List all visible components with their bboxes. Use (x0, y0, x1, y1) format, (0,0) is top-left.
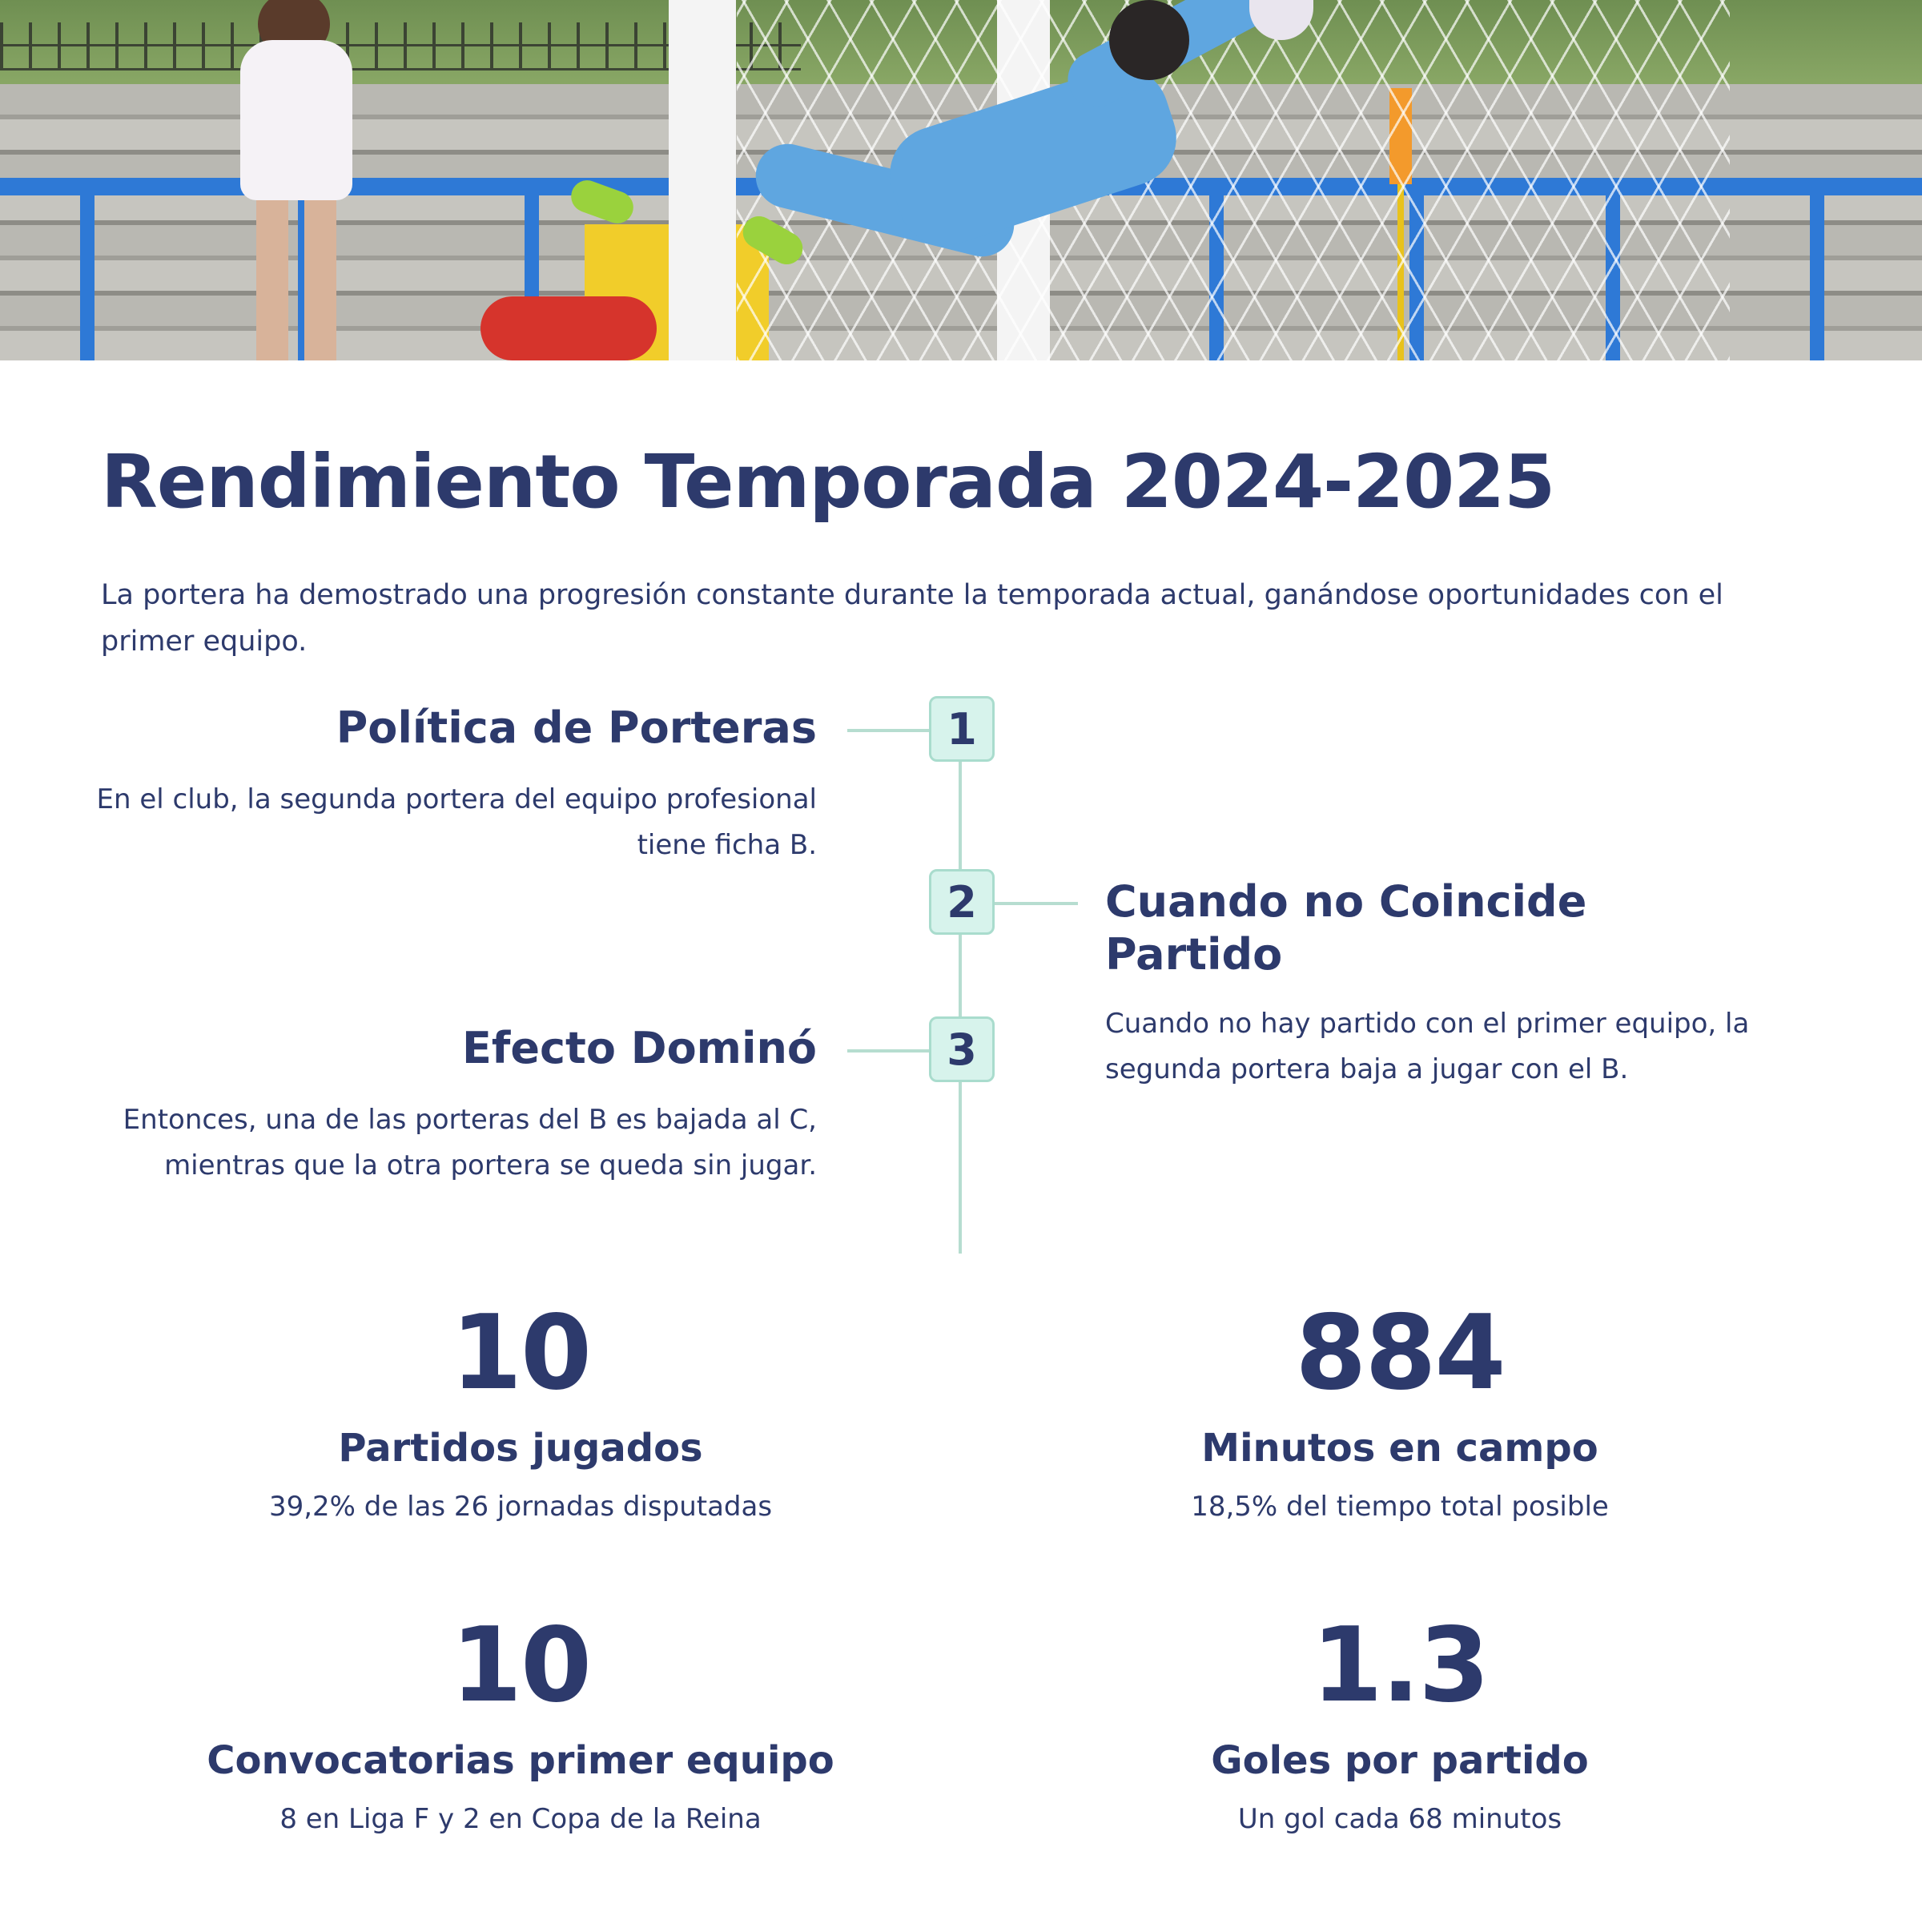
timeline-connector (847, 729, 931, 732)
stat-convocatorias (120, 1606, 921, 1839)
timeline-text-3: Entonces, una de las porteras del B es bajada al C, mientras que la otra portera se queda sin jugar. (123, 1104, 817, 1181)
goalkeeper-head (1109, 0, 1189, 80)
timeline-badge-2: 2 (929, 869, 995, 935)
timeline-heading-1: Política de Porteras (336, 702, 817, 753)
intro-text: La portera ha demostrado una progresión constante durante la temporada actual, ganándose oportunidades con el primer equipo. (101, 579, 1723, 658)
stat-partidos (120, 1294, 921, 1527)
timeline-badge-1: 1 (929, 696, 995, 762)
timeline-heading-3: Efecto Dominó (462, 1023, 817, 1073)
stat-goles (999, 1606, 1800, 1839)
stat-label: Minutos en campo (1201, 1426, 1598, 1471)
player-figure (240, 0, 352, 360)
stat-label: Goles por partido (1211, 1738, 1589, 1783)
timeline-connector (847, 1049, 931, 1053)
timeline-badge-3: 3 (929, 1016, 995, 1082)
stat-subtext: 39,2% de las 26 jornadas disputadas (268, 1491, 773, 1523)
railing-post (80, 178, 94, 360)
stat-value: 10 (450, 1606, 591, 1725)
page-title: Rendimiento Temporada 2024-2025 (101, 439, 1555, 525)
timeline-connector (991, 902, 1078, 905)
railing-post (1810, 178, 1824, 360)
stat-label: Partidos jugados (338, 1426, 703, 1471)
hero-photo (0, 0, 1922, 360)
timeline-heading-2: Cuando no Coincide Partido (1105, 876, 1587, 980)
stat-subtext: 18,5% del tiempo total posible (1191, 1491, 1609, 1523)
stat-subtext: 8 en Liga F y 2 en Copa de la Reina (279, 1803, 762, 1835)
fallen-player (480, 296, 657, 360)
stat-value: 884 (1295, 1294, 1505, 1413)
stat-value: 10 (450, 1294, 591, 1413)
stat-value: 1.3 (1311, 1606, 1489, 1725)
timeline-line (959, 753, 962, 1254)
goal-post (669, 0, 736, 360)
stat-label: Convocatorias primer equipo (207, 1738, 834, 1783)
stat-subtext: Un gol cada 68 minutos (1237, 1803, 1562, 1835)
timeline-text-1: En el club, la segunda portera del equipo profesional tiene ficha B. (96, 783, 817, 861)
timeline-text-2: Cuando no hay partido con el primer equipo, la segunda portera baja a jugar con el B. (1105, 1008, 1750, 1085)
stat-minutos (999, 1294, 1800, 1527)
